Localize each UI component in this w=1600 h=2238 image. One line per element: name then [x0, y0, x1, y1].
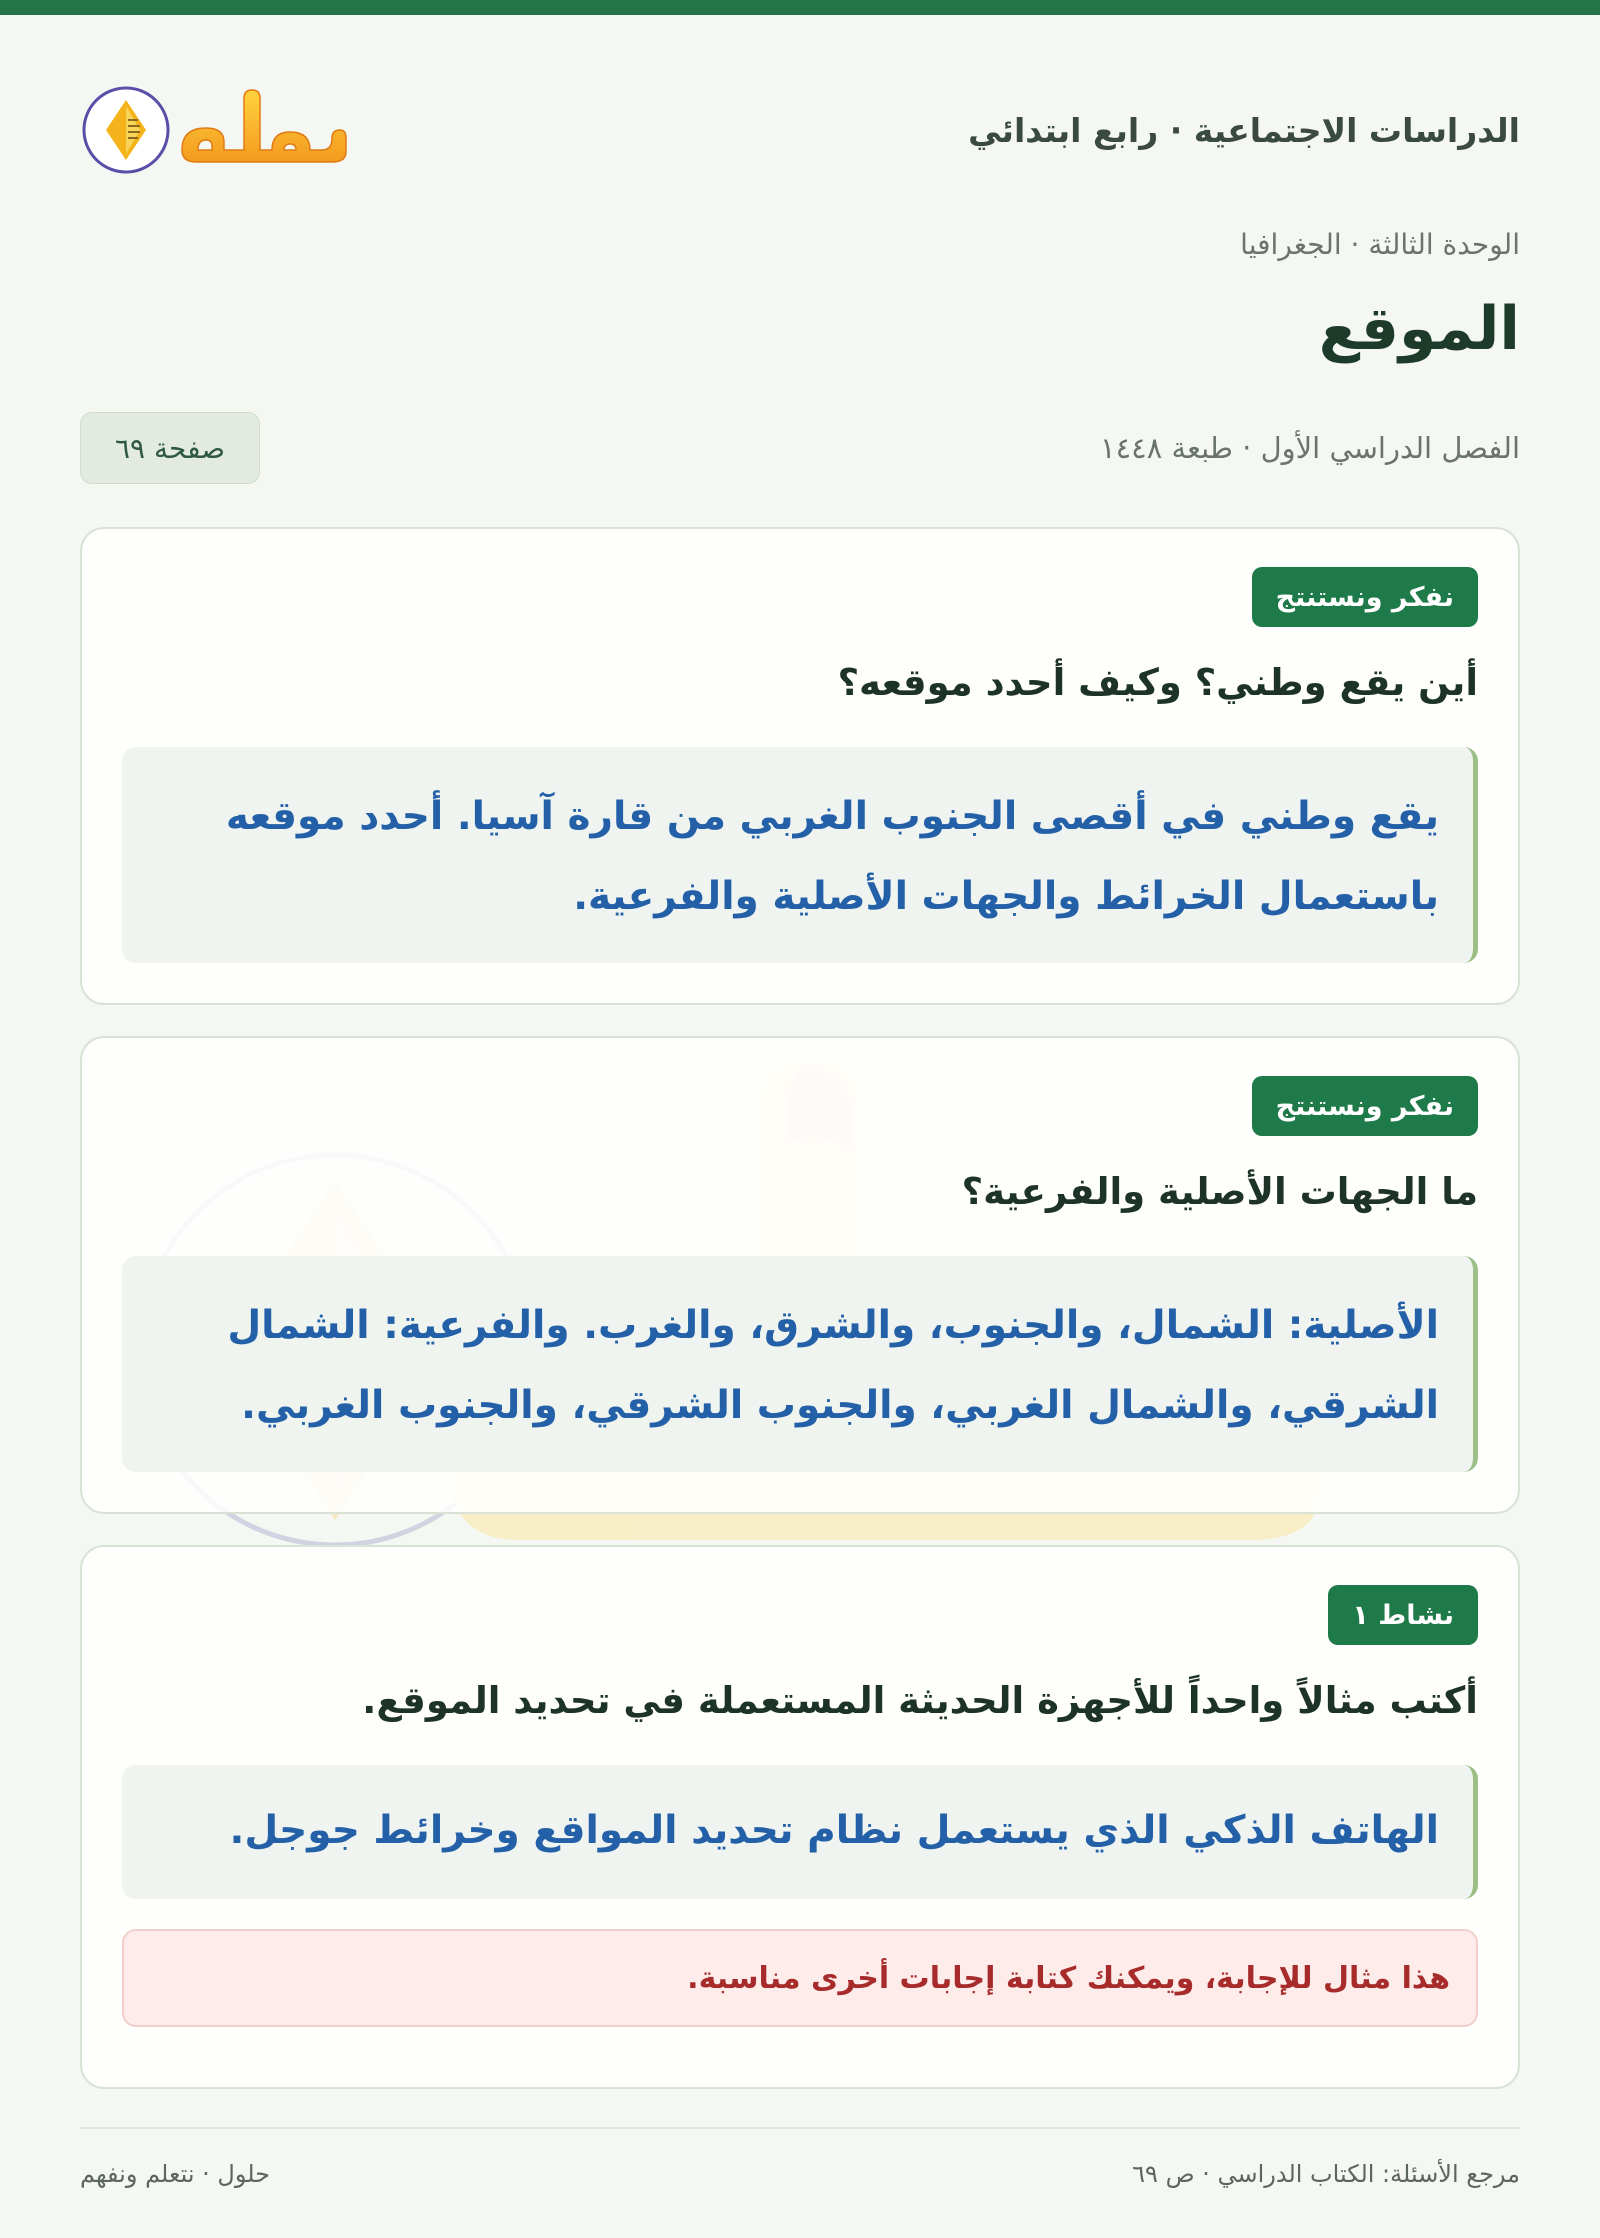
- activity-card: [80, 1545, 1520, 2089]
- footer-reference: مرجع الأسئلة: الكتاب الدراسي · ص ٦٩: [1132, 2160, 1520, 2188]
- term-info: الفصل الدراسي الأول · طبعة ١٤٤٨: [1100, 431, 1520, 465]
- answer-box: الهاتف الذكي الذي يستعمل نظام تحديد المواقع وخرائط جوجل.: [122, 1765, 1478, 1899]
- page-number-chip: صفحة ٦٩: [80, 412, 260, 484]
- page-header: [80, 70, 1520, 190]
- answer-box: الأصلية: الشمال، والجنوب، والشرق، والغرب. والفرعية: الشمال الشرقي، والشمال الغربي، والجنوب الشرقي، والجنوب الغربي.: [122, 1256, 1478, 1472]
- subject-title: الدراسات الاجتماعية · رابع ابتدائي: [968, 110, 1520, 150]
- brand-wordmark: [172, 80, 352, 180]
- question-text: ما الجهات الأصلية والفرعية؟: [961, 1170, 1478, 1213]
- section-badge: نفكر ونستنتج: [1252, 567, 1478, 627]
- question-card: [80, 527, 1520, 1005]
- question-card: [80, 1036, 1520, 1514]
- top-accent-bar: [0, 0, 1600, 15]
- page-title: الموقع: [1318, 294, 1520, 364]
- footer-divider: [80, 2127, 1520, 2129]
- book-icon: [80, 84, 172, 176]
- brand-logo[interactable]: [80, 80, 352, 180]
- meta-row: [80, 412, 1520, 484]
- question-text: أين يقع وطني؟ وكيف أحدد موقعه؟: [837, 661, 1478, 704]
- activity-badge: نشاط ١: [1328, 1585, 1478, 1645]
- answer-box: يقع وطني في أقصى الجنوب الغربي من قارة آسيا. أحدد موقعه باستعمال الخرائط والجهات الأصلية والفرعية.: [122, 747, 1478, 963]
- section-badge: نفكر ونستنتج: [1252, 1076, 1478, 1136]
- question-text: أكتب مثالاً واحداً للأجهزة الحديثة المستعملة في تحديد الموقع.: [362, 1679, 1478, 1722]
- hint-note: هذا مثال للإجابة، ويمكنك كتابة إجابات أخرى مناسبة.: [122, 1929, 1478, 2027]
- footer-tagline: حلول · نتعلم ونفهم: [80, 2160, 270, 2188]
- page-footer: [80, 2160, 1520, 2188]
- breadcrumb: الوحدة الثالثة · الجغرافيا: [1240, 228, 1520, 261]
